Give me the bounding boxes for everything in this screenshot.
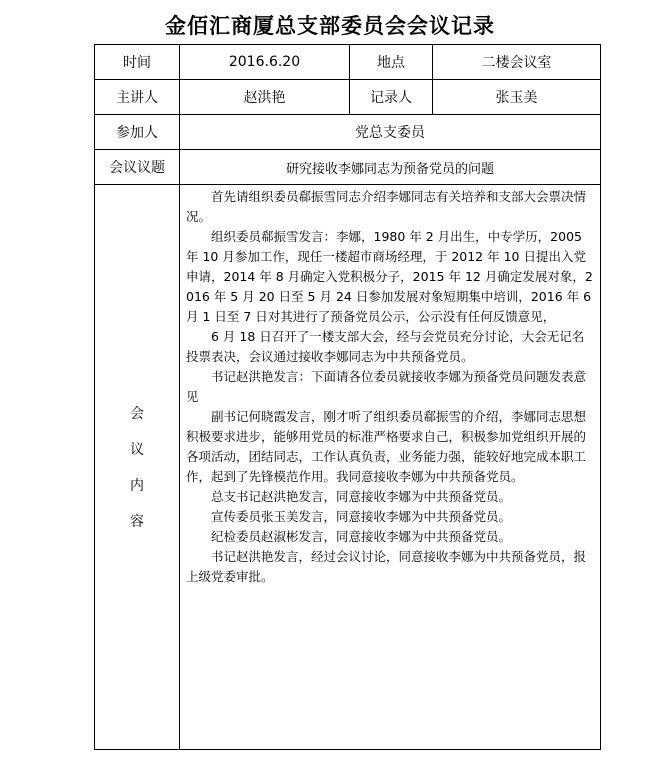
content-paragraph: 首先请组织委员郗振雪同志介绍李娜同志有关培养和支部大会票决情况。 xyxy=(186,189,587,224)
content-label-char: 会 xyxy=(130,406,144,422)
speaker-recorder-row xyxy=(95,80,601,115)
content-label xyxy=(95,185,180,750)
content-row xyxy=(95,185,601,750)
topic-value: 研究接收李娜同志为预备党员的问题 xyxy=(180,150,601,185)
speaker-value: 赵洪艳 xyxy=(180,80,350,115)
time-label: 时间 xyxy=(95,45,180,80)
content-paragraph: 书记赵洪艳发言，经过会议讨论，同意接收李娜为中共预备党员，报上级党委审批。 xyxy=(186,549,587,584)
meeting-record-table xyxy=(94,44,601,750)
page-title: 金佰汇商厦总支部委员会会议记录 xyxy=(165,14,495,38)
attendees-label: 参加人 xyxy=(95,115,180,150)
place-label: 地点 xyxy=(350,45,433,80)
meeting-content-body xyxy=(186,187,594,587)
speaker-label: 主讲人 xyxy=(95,80,180,115)
recorder-value: 张玉美 xyxy=(433,80,601,115)
topic-row xyxy=(95,150,601,185)
content-paragraph: 6 月 18 日召开了一楼支部大会，经与会党员充分讨论，大会无记名投票表决，会议通过接收李娜同志为中共预备党员。 xyxy=(186,329,585,364)
content-label-char: 内 xyxy=(130,478,144,494)
place-value: 二楼会议室 xyxy=(433,45,601,80)
attendees-value: 党总支委员 xyxy=(180,115,601,150)
content-label-char: 容 xyxy=(130,514,144,530)
meeting-content xyxy=(180,185,601,750)
topic-label: 会议议题 xyxy=(95,150,180,185)
time-place-row xyxy=(95,45,601,80)
content-paragraph: 副书记何晓霞发言，刚才听了组织委员郗振雪的介绍，李娜同志思想积极要求进步，能够用党员的标准严格要求自己，积极参加党组织开展的各项活动，团结同志，工作认真负责，业务能力强，能较好地完成本职工作，起到了先锋模范作用。我同意接收李娜为中共预备党员。 xyxy=(186,409,587,484)
time-value: 2016.6.20 xyxy=(180,45,350,80)
content-paragraph: 宣传委员张玉美发言，同意接收李娜为中共预备党员。 xyxy=(211,509,512,524)
content-label-chars xyxy=(95,403,179,531)
content-paragraph: 组织委员郗振雪发言：李娜，1980 年 2 月出生，中专学历，2005 年 10 月参加工作，现任一楼超市商场经理，于 2012 年 10 日提出入党申请，2014 年 8 月确定入党积极分子，2015 年 12 月确定发展对象，2016 年 5 月 20 日至 5 月 24 日参加发展对象短期集中培训，2016 年 6 月 1 日至 7 日对其进行了预备党员公示，公示没有任何反馈意见， xyxy=(186,229,593,324)
content-paragraph: 纪检委员赵淑彬发言，同意接收李娜为中共预备党员。 xyxy=(211,529,512,544)
attendees-row xyxy=(95,115,601,150)
content-label-char: 议 xyxy=(130,442,144,458)
content-paragraph: 书记赵洪艳发言：下面请各位委员就接收李娜为预备党员问题发表意见 xyxy=(186,369,587,404)
recorder-label: 记录人 xyxy=(350,80,433,115)
content-paragraph: 总支书记赵洪艳发言，同意接收李娜为中共预备党员。 xyxy=(211,489,512,504)
